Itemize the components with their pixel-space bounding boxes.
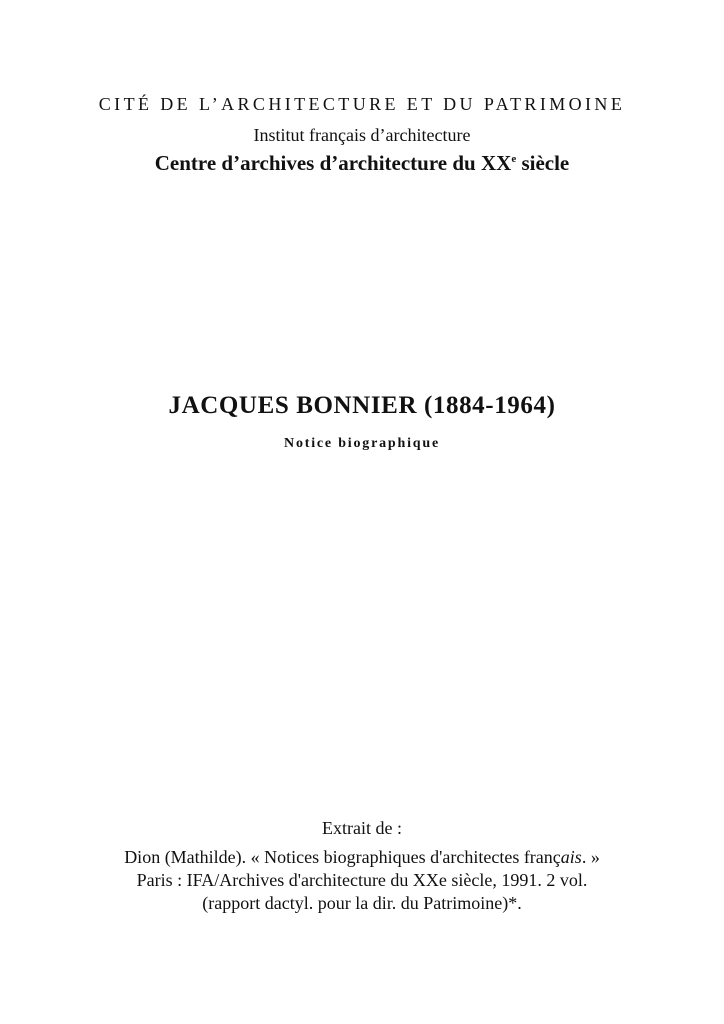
citation-line-1-start: Dion (Mathilde). « Notices biographiques d'architectes franç: [124, 847, 561, 867]
institute-name: Institut français d’architecture: [253, 125, 471, 145]
source-citation-line-1: [0, 847, 724, 868]
archive-centre-end: siècle: [516, 151, 570, 175]
citation-line-1-italic: ais: [560, 847, 582, 867]
archive-centre-name: [0, 151, 724, 176]
source-intro: Extrait de :: [322, 818, 402, 838]
citation-line-1-end: . »: [581, 847, 600, 867]
source-citation-line-2: Paris : IFA/Archives d'architecture du XXe siècle, 1991. 2 vol.: [136, 870, 588, 890]
document-title: JACQUES BONNIER (1884-1964): [168, 392, 556, 419]
source-citation-line-3: (rapport dactyl. pour la dir. du Patrimoine)*.: [202, 893, 522, 913]
organization-name: CITÉ DE L’ARCHITECTURE ET DU PATRIMOINE: [98, 94, 626, 114]
century-superscript: e: [511, 153, 517, 165]
archive-centre-main: Centre d’archives d’architecture du XX: [154, 151, 512, 175]
document-subtitle: Notice biographique: [284, 436, 440, 451]
